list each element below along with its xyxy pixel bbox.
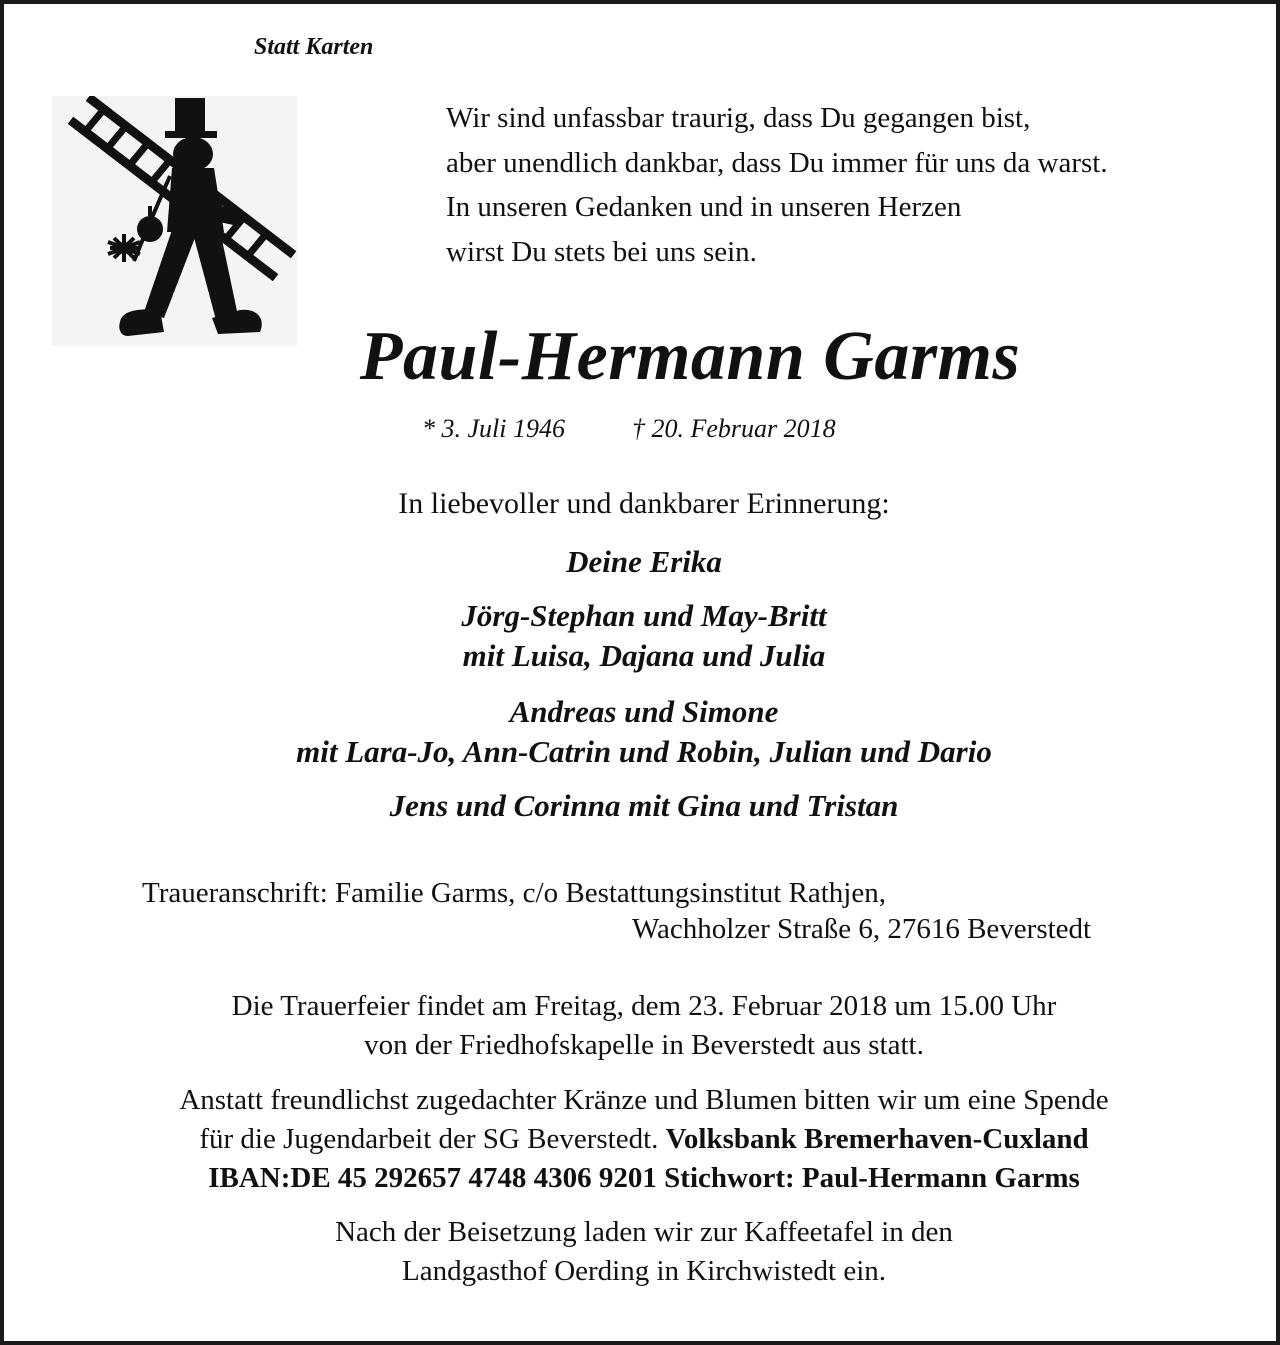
mourning-address: Traueranschrift: Familie Garms, c/o Bestattungsinstitut Rathjen, xyxy=(142,877,886,909)
donation-line: Anstatt freundlichst zugedachter Kränze und Blumen bitten wir um eine Spende xyxy=(179,1084,1109,1116)
ceremony-line: von der Friedhofskapelle in Beverstedt aus statt. xyxy=(364,1029,924,1061)
mourning-address-street: Wachholzer Straße 6, 27616 Beverstedt xyxy=(632,913,1092,945)
deceased-name: Paul-Hermann Garms xyxy=(359,318,1021,395)
family-line: Deine Erika xyxy=(566,544,722,579)
poem-line: Wir sind unfassbar traurig, dass Du gegangen bist, xyxy=(446,102,1031,134)
poem-line: In unseren Gedanken und in unseren Herzen xyxy=(446,191,962,223)
family-line: Jörg-Stephan und May-Britt xyxy=(461,598,827,633)
chimney-sweep-icon xyxy=(52,96,297,346)
reception-info xyxy=(4,1213,1280,1291)
ceremony-line: Die Trauerfeier findet am Freitag, dem 23. Februar 2018 um 15.00 Uhr xyxy=(231,990,1057,1022)
family-entry xyxy=(4,596,1280,676)
family-entry xyxy=(4,786,1280,826)
bank-name: Volksbank Bremerhaven-Cuxland xyxy=(665,1123,1089,1155)
birth-date: * 3. Juli 1946 xyxy=(422,414,565,443)
death-date: † 20. Februar 2018 xyxy=(632,414,836,443)
ceremony-info xyxy=(4,987,1280,1065)
memory-line: In liebevoller und dankbarer Erinnerung: xyxy=(398,487,890,520)
family-entry xyxy=(4,542,1280,582)
reception-line: Landgasthof Oerding in Kirchwistedt ein. xyxy=(401,1255,887,1287)
family-line: mit Luisa, Dajana und Julia xyxy=(462,638,826,673)
poem xyxy=(446,96,1108,274)
family-line: mit Lara-Jo, Ann-Catrin und Robin, Julian und Dario xyxy=(296,734,992,769)
family-line: Jens und Corinna mit Gina und Tristan xyxy=(389,788,899,823)
poem-line: wirst Du stets bei uns sein. xyxy=(446,235,757,268)
family-line: Andreas und Simone xyxy=(509,694,779,729)
donation-info xyxy=(4,1081,1280,1198)
iban-line: IBAN:DE 45 292657 4748 4306 9201 Stichwort: Paul-Hermann Garms xyxy=(208,1162,1080,1194)
donation-line xyxy=(4,1120,1280,1159)
donation-purpose: für die Jugendarbeit der SG Beverstedt. xyxy=(199,1123,659,1155)
reception-line: Nach der Beisetzung laden wir zur Kaffeetafel in den xyxy=(335,1216,953,1248)
statt-karten-label: Statt Karten xyxy=(254,34,374,60)
poem-line: aber unendlich dankbar, dass Du immer für uns da warst. xyxy=(446,146,1108,179)
family-entry xyxy=(4,692,1280,772)
